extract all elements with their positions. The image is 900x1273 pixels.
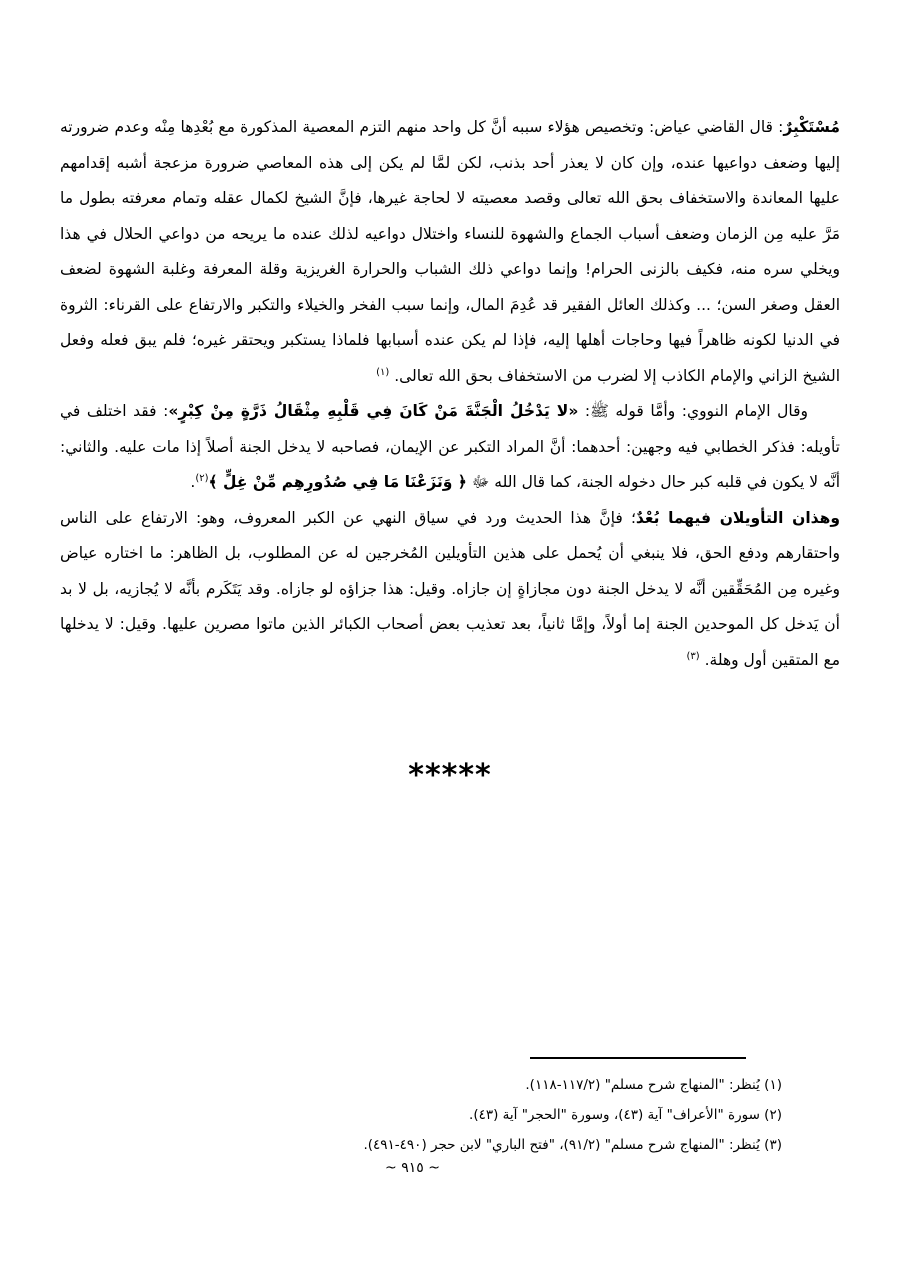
paragraph-2: وقال الإمام النووي: وأمَّا قوله ﷺ: «لا يَدْخُلُ الْجَنَّةَ مَنْ كَانَ فِي قَلْبِهِ مِثْقَالُ ذَرَّةٍ مِنْ كِبْرٍ»: فقد اختلف في تأويله: فذكر الخطابي فيه وجهين: أحدهما: أنَّ المراد التكبر عن الإيمان، فصاحبه لا يدخل الجنة أصلاً إذا مات عليه. والثاني: أنَّه لا يكون في قلبه كبر حال دخوله الجنة، كما قال الله ﷻ ﴿ وَنَزَعْنَا مَا فِي صُدُورِهِم مِّنْ غِلٍّ ﴾$^{(٢)}$. xyxy=(60,402,840,491)
footnote-ref-2: (٢) xyxy=(195,472,209,484)
section-separator: ***** xyxy=(408,758,492,793)
footnote-1: (١) يُنظر: "المنهاج شرح مسلم" (١١٧/٢-١١٨). xyxy=(525,1077,782,1093)
main-text xyxy=(60,110,840,678)
footnote-divider xyxy=(530,1057,746,1059)
paragraph-3-text: ؛ فإنَّ هذا الحديث ورد في سياق النهي عن الكبر المعروف، وهو: الارتفاع على الناس واحتقارهم ودفع الحق، فلا ينبغي أن يُحمل على هذين التأويلين المُخرجين له عن المطلوب، بل الظاهر: ما اختاره عياض وغيره مِن المُحَقِّقين أنَّه لا يدخل الجنة دون مجازاةٍ إن جازاه. وقيل: هذا جزاؤه لو جازاه. وقد يَتَكَرم بأنَّه لا يُجازيه، بل لا بد أن يَدخل كل الموحدين الجنة إما أولاً، وإمَّا ثانياً، بعد تعذيب بعض أصحاب الكبائر الذين ماتوا مصرين عليها. وقيل: لا يدخلها مع المتقين أول وهلة. xyxy=(60,508,840,669)
paragraph-3 xyxy=(60,501,840,679)
paragraph-2-text: : فقد اختلف في تأويله: فذكر الخطابي فيه وجهين: أحدهما: أنَّ المراد التكبر عن الإيمان، فصاحبه لا يدخل الجنة أصلاً إذا مات عليه. والثاني: أنَّه لا يكون في قلبه كبر حال دخوله الجنة، كما قال الله ﷻ xyxy=(60,402,840,491)
footnote-2: (٢) سورة "الأعراف" آية (٤٣)، وسورة "الحجر" آية (٤٣). xyxy=(469,1107,782,1123)
hadith-quote: «لا يَدْخُلُ الْجَنَّةَ مَنْ كَانَ فِي قَلْبِهِ مِثْقَالُ ذَرَّةٍ مِنْ كِبْرٍ» xyxy=(168,402,579,420)
footnote-ref-1: (١) xyxy=(376,366,390,378)
lead-word: مُسْتَكْبِرٌ xyxy=(783,118,840,136)
footnote-ref-3: (٣) xyxy=(686,650,700,662)
paragraph-1-text: : قال القاضي عياض: وتخصيص هؤلاء سببه أنَّ كل واحد منهم التزم المعصية المذكورة مع بُعْدِها مِنْه وعدم ضرورته إليها وضعف دواعيها عنده، وإن كان لا يعذر أحد بذنب، لكن لمَّا لم يكن إلى هذه المعاصي ضرورة مزعجة أشبه إقدامهم عليها المعاندة والاستخفاف بحق الله تعالى وقصد معصيته لا لحاجة غيرها، فإنَّ الشيخ لكمال عقله وتمام معرفته بطول ما مَرَّ عليه مِن الزمان وضعف أسباب الجماع والشهوة للنساء واختلال دواعيه لذلك عنده ما يريحه من دواعي الحلال في هذا ويخلي سره منه، فكيف بالزنى الحرام! وإنما دواعي ذلك الشباب والحرارة الغريزية وقلة المعرفة وغلبة الشهوة لضعف العقل وصغر السن؛ ... وكذلك العائل الفقير قد عُدِمَ المال، وإنما سبب الفخر والخيلاء والتكبر والارتفاع على القرناء: الثروة في الدنيا لكونه ظاهراً فيها وحاجات أهلها إليه، فإذا لم يكن عنده أسبابها فلماذا يستكبر ويحتقر غيره؛ فلم يبق فعله وفعل الشيخ الزاني والإمام الكاذب إلا لضرب من الاستخفاف بحق الله تعالى. xyxy=(60,118,840,385)
paragraph-2-intro: وقال الإمام النووي: وأمَّا قوله ﷺ: xyxy=(578,402,808,420)
page-number: ~ ٩١٥ ~ xyxy=(385,1160,440,1176)
paragraph-1 xyxy=(60,110,840,394)
footnote-3: (٣) يُنظر: "المنهاج شرح مسلم" (٩١/٢)، "فتح الباري" لابن حجر (٤٩٠-٤٩١). xyxy=(363,1137,782,1153)
paragraph-3-lead: وهذان التأويلان فيهما بُعْدٌ xyxy=(635,508,840,527)
quran-verse: ﴿ وَنَزَعْنَا مَا فِي صُدُورِهِم مِّنْ غِلٍّ ﴾ xyxy=(208,473,467,491)
footnotes xyxy=(222,1070,782,1160)
